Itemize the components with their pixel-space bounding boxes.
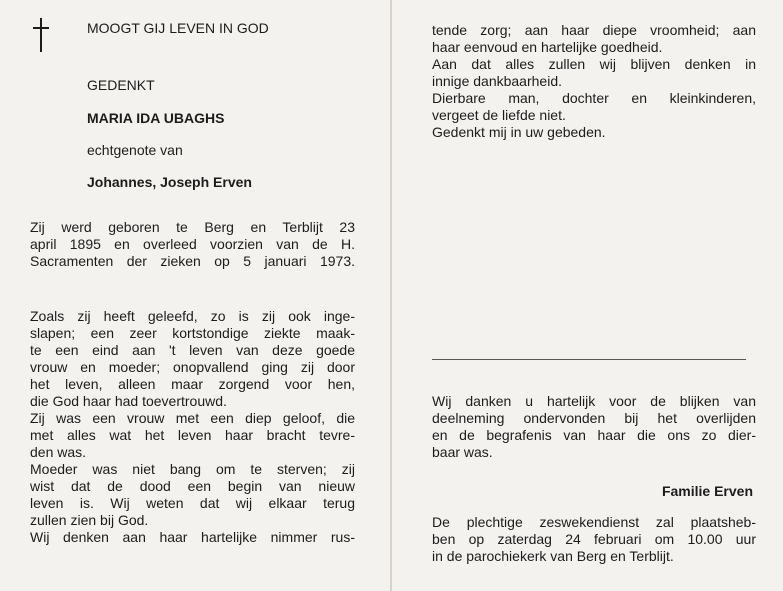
text-line: die God haar had toevertrouwd. bbox=[30, 393, 227, 409]
text-line: vrouw en moeder; onopvallend ging zij door bbox=[30, 359, 355, 375]
spouse-name: Johannes, Joseph Erven bbox=[87, 174, 252, 190]
birth-paragraph bbox=[30, 219, 355, 270]
deceased-name: MARIA IDA UBAGHS bbox=[87, 110, 225, 126]
divider bbox=[432, 359, 746, 360]
right-panel bbox=[392, 0, 783, 591]
text-line: Wij denken aan haar hartelijke nimmer rus- bbox=[30, 529, 355, 545]
text-line: tende zorg; aan haar diepe vroomheid; aan bbox=[432, 22, 756, 38]
text-line: De plechtige zeswekendienst zal plaatsheb- bbox=[432, 514, 756, 530]
text-line: vergeet de liefde niet. bbox=[432, 107, 566, 123]
text-line: den was. bbox=[30, 444, 87, 460]
text-line: slapen; een zeer kortstondige ziekte maak- bbox=[30, 325, 355, 341]
text-line: en de begrafenis van haar die ons zo dier- bbox=[432, 427, 756, 443]
text-line: met alles wat het leven haar bracht tevre- bbox=[30, 427, 355, 443]
text-line: Zoals zij heeft geleefd, zo is zij ook inge- bbox=[30, 308, 355, 324]
text-line: innige dankbaarheid. bbox=[432, 73, 562, 89]
text-line: leven is. Wij weten dat wij elkaar terug bbox=[30, 495, 355, 511]
heading: MOOGT GIJ LEVEN IN GOD bbox=[87, 20, 269, 36]
text-line: Dierbare man, dochter en kleinkinderen, bbox=[432, 90, 756, 106]
left-panel bbox=[0, 0, 390, 591]
text-line: Wij danken u hartelijk voor de blijken van bbox=[432, 393, 756, 409]
text-line: Aan dat alles zullen wij blijven denken in bbox=[432, 56, 756, 72]
tribute-paragraph bbox=[30, 308, 355, 546]
text-line: Sacramenten der zieken op 5 januari 1973. bbox=[30, 253, 355, 269]
service-paragraph bbox=[432, 514, 756, 565]
text-line: in de parochiekerk van Berg en Terblijt. bbox=[432, 548, 674, 564]
thanks-paragraph bbox=[432, 393, 756, 461]
text-line: te een eind aan 't leven van deze goede bbox=[30, 342, 355, 358]
text-line: Zij was een vrouw met een diep geloof, die bbox=[30, 410, 355, 426]
text-line: Moeder was niet bang om te sterven; zij bbox=[30, 461, 355, 477]
continued-paragraph bbox=[432, 22, 756, 141]
text-line: ben op zaterdag 24 februari om 10.00 uur bbox=[432, 531, 756, 547]
signature: Familie Erven bbox=[661, 483, 753, 499]
text-line: deelneming ondervonden bij het overlijden bbox=[432, 410, 756, 426]
text-line: april 1895 en overleed voorzien van de H. bbox=[30, 236, 355, 252]
spouse-label: echtgenote van bbox=[87, 142, 183, 158]
gedenkt-label: GEDENKT bbox=[87, 77, 155, 93]
text-line: wist dat de dood een begin van nieuw bbox=[30, 478, 355, 494]
cross-icon bbox=[30, 18, 52, 52]
text-line: baar was. bbox=[432, 444, 493, 460]
text-line: Zij werd geboren te Berg en Terblijt 23 bbox=[30, 219, 355, 235]
text-line: zullen zien bij God. bbox=[30, 512, 149, 528]
text-line: haar eenvoud en hartelijke goedheid. bbox=[432, 39, 663, 55]
text-line: Gedenkt mij in uw gebeden. bbox=[432, 124, 606, 140]
text-line: het leven, alleen maar zorgend voor hen, bbox=[30, 376, 355, 392]
